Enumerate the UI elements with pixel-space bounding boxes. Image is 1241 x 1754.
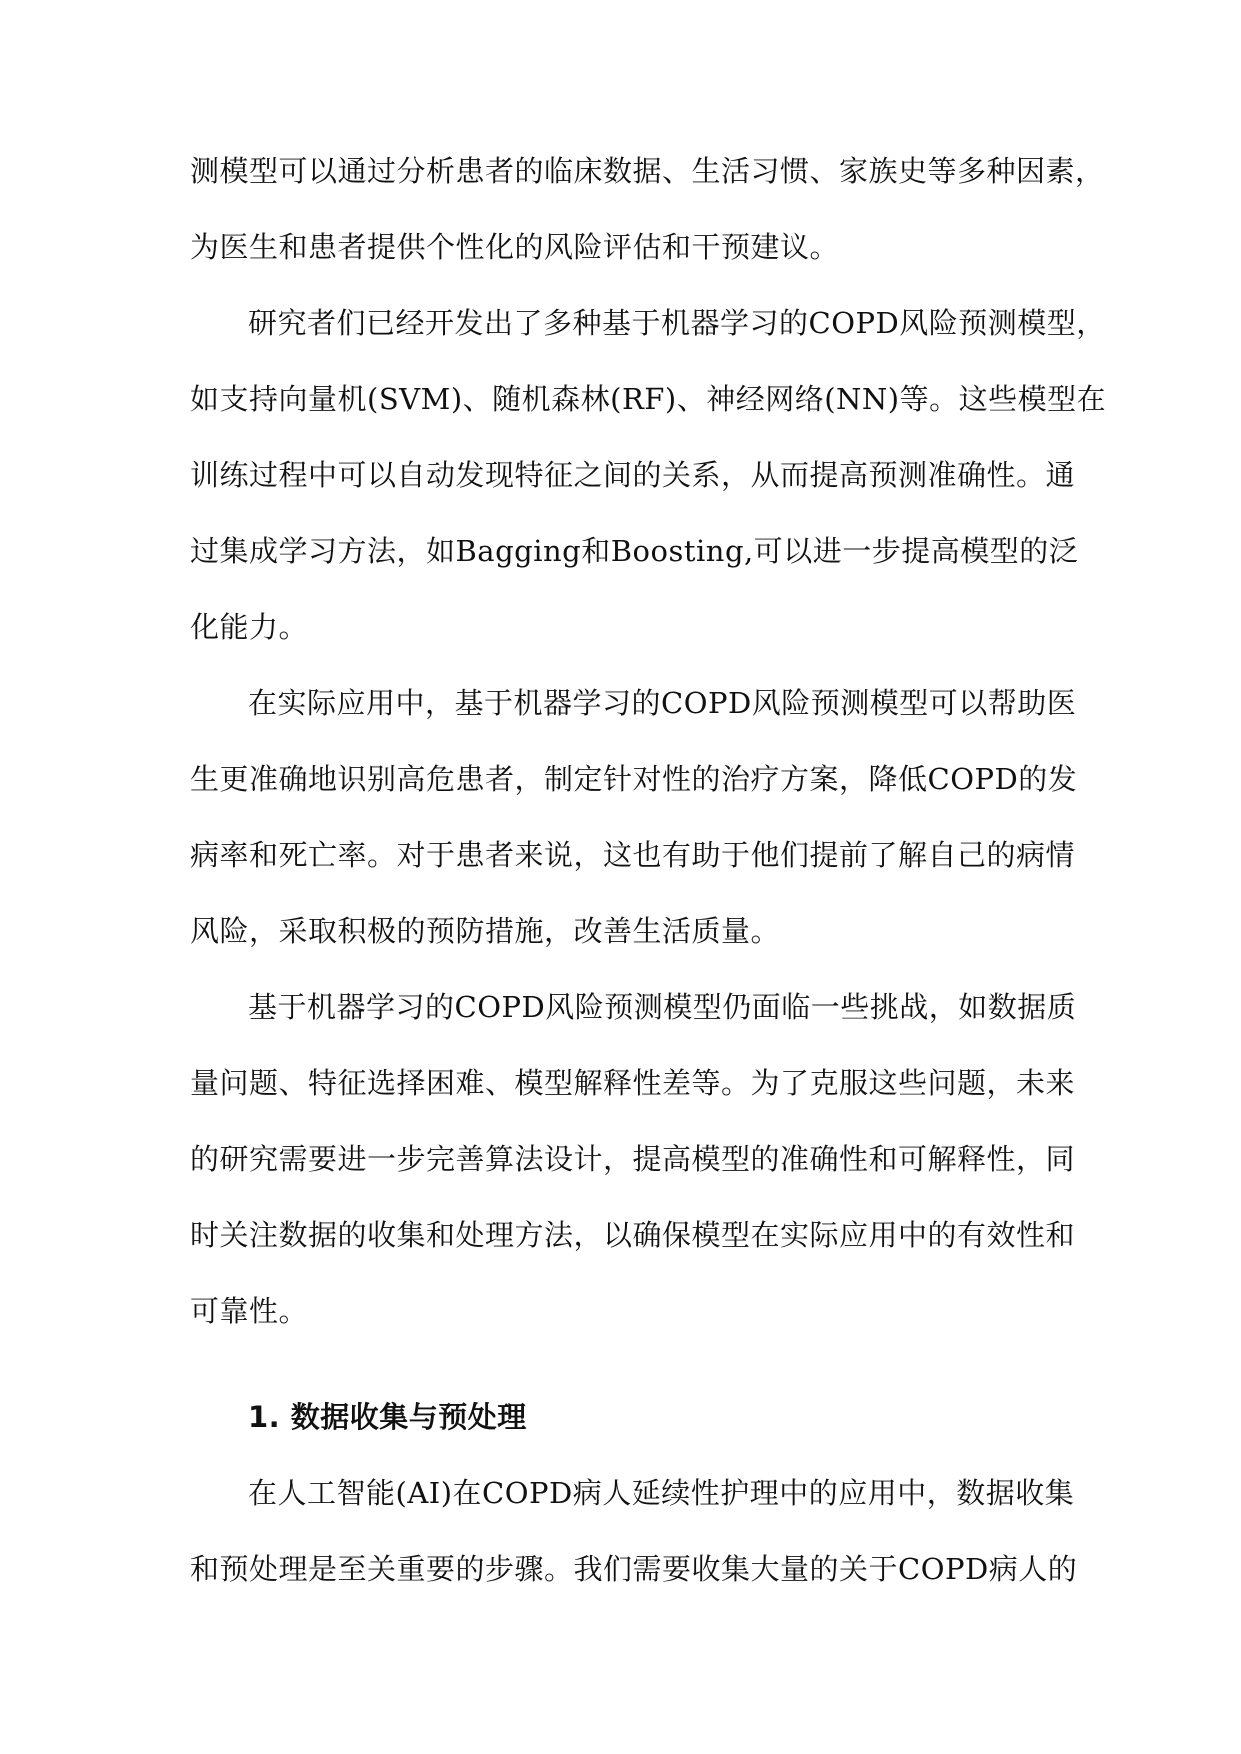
text-line: 可靠性。 xyxy=(190,1294,309,1328)
text-line: 风险，采取积极的预防措施，改善生活质量。 xyxy=(190,914,781,948)
text-line: 的研究需要进一步完善算法设计，提高模型的准确性和可解释性，同 xyxy=(190,1142,1076,1176)
section-spacer xyxy=(190,1364,1050,1394)
text-line: 在实际应用中，基于机器学习的COPD风险预测模型可以帮助医 xyxy=(248,686,1077,720)
text-line: 基于机器学习的COPD风险预测模型仍面临一些挑战，如数据质 xyxy=(248,990,1077,1024)
text-line: 过集成学习方法，如Bagging和Boosting,可以进一步提高模型的泛 xyxy=(190,534,1079,568)
text-line: 病率和死亡率。对于患者来说，这也有助于他们提前了解自己的病情 xyxy=(190,838,1076,872)
text-line: 化能力。 xyxy=(190,610,309,644)
text-line: 时关注数据的收集和处理方法，以确保模型在实际应用中的有效性和 xyxy=(190,1218,1076,1252)
text-line: 量问题、特征选择困难、模型解释性差等。为了克服这些问题，未来 xyxy=(190,1066,1076,1100)
text-line: 生更准确地识别高危患者，制定针对性的治疗方案，降低COPD的发 xyxy=(190,762,1078,796)
body-text xyxy=(190,148,1107,1622)
text-line: 如支持向量机(SVM)、随机森林(RF)、神经网络(NN)等。这些模型在 xyxy=(190,382,1107,416)
text-line: 研究者们已经开发出了多种基于机器学习的COPD风险预测模型， xyxy=(248,306,1106,340)
section-heading: 1. 数据收集与预处理 xyxy=(248,1400,527,1434)
text-line: 为医生和患者提供个性化的风险评估和干预建议。 xyxy=(190,230,840,264)
text-line: 训练过程中可以自动发现特征之间的关系，从而提高预测准确性。通 xyxy=(190,458,1076,492)
text-line: 在人工智能(AI)在COPD病人延续性护理中的应用中，数据收集 xyxy=(248,1476,1075,1510)
text-line: 测模型可以通过分析患者的临床数据、生活习惯、家族史等多种因素， xyxy=(190,154,1105,188)
text-line: 和预处理是至关重要的步骤。我们需要收集大量的关于COPD病人的 xyxy=(190,1552,1078,1586)
